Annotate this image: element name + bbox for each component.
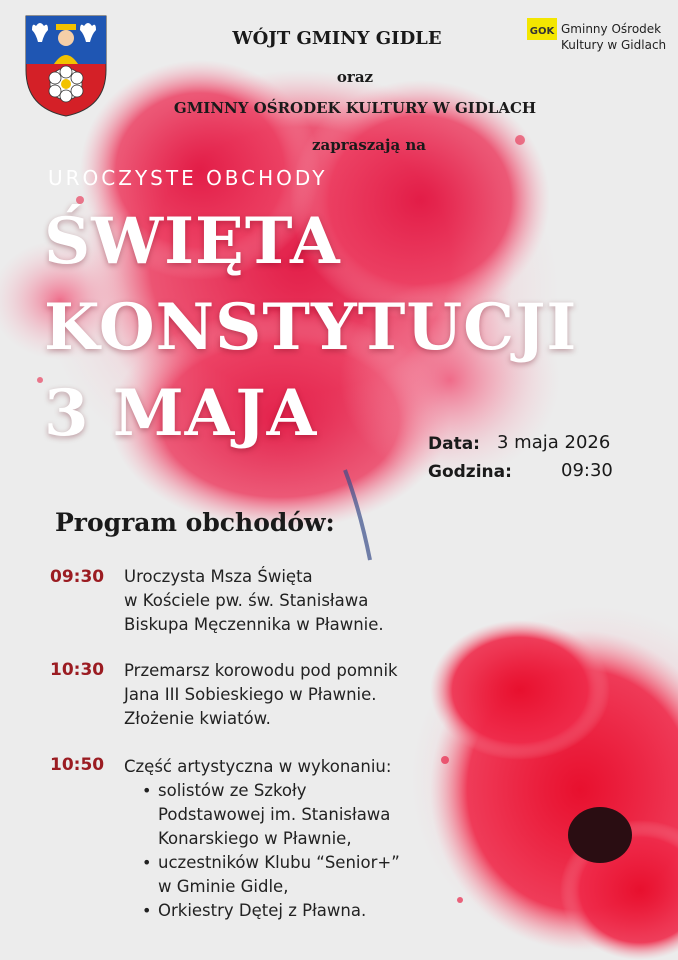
- bullet-dot: •: [142, 901, 152, 920]
- time-label: Godzina:: [428, 462, 512, 482]
- organizer-conjunction: oraz: [336, 68, 374, 86]
- program-time: 10:50: [50, 755, 105, 775]
- program-text-line: Przemarsz korowodu pod pomnik: [124, 661, 398, 680]
- program-text-line: w Kościele pw. św. Stanisława: [124, 591, 369, 610]
- program-text-line: Jana III Sobieskiego w Pławnie.: [124, 685, 377, 704]
- invitation-text: zapraszają na: [311, 136, 427, 154]
- gok-logo-line1: Gminny Ośrodek: [561, 22, 662, 36]
- event-subtitle: UROCZYSTE OBCHODY: [48, 166, 328, 190]
- program-text-line: Uroczysta Msza Święta: [124, 567, 313, 586]
- bullet-dot: •: [142, 781, 152, 800]
- gok-logo-line2: Kultury w Gidlach: [561, 38, 667, 52]
- time-value: 09:30: [561, 460, 613, 481]
- bullet-dot: •: [142, 853, 152, 872]
- program-text-line: Złożenie kwiatów.: [124, 709, 271, 728]
- bullet-text-line: uczestników Klubu “Senior+”: [158, 853, 400, 872]
- program-time: 09:30: [50, 567, 105, 587]
- bullet-text-line: Konarskiego w Pławnie,: [158, 829, 352, 848]
- bullet-text-line: Orkiestry Dętej z Pławna.: [158, 901, 367, 920]
- event-title-line3: 3 MAJA: [44, 376, 318, 451]
- bullet-text-line: Podstawowej im. Stanisława: [158, 805, 391, 824]
- program-text-line: Biskupa Męczennika w Pławnie.: [124, 615, 384, 634]
- bullet-text-line: solistów ze Szkoły: [158, 781, 307, 800]
- date-value: 3 maja 2026: [497, 432, 611, 453]
- date-label: Data:: [428, 434, 480, 454]
- program-title: Program obchodów:: [55, 508, 335, 537]
- poppy-bottom: [410, 605, 678, 960]
- organizer-title: WÓJT GMINY GIDLE: [232, 28, 442, 49]
- svg-text:GOK: GOK: [529, 26, 555, 37]
- event-title-line2: KONSTYTUCJI: [44, 290, 578, 365]
- organizer-coorganizer: GMINNY OŚRODEK KULTURY W GIDLACH: [173, 99, 537, 117]
- bullet-text-line: w Gminie Gidle,: [158, 877, 289, 896]
- event-title-line1: ŚWIĘTA: [44, 204, 341, 279]
- program-text-line: Część artystyczna w wykonaniu:: [124, 757, 392, 776]
- program-time: 10:30: [50, 660, 105, 680]
